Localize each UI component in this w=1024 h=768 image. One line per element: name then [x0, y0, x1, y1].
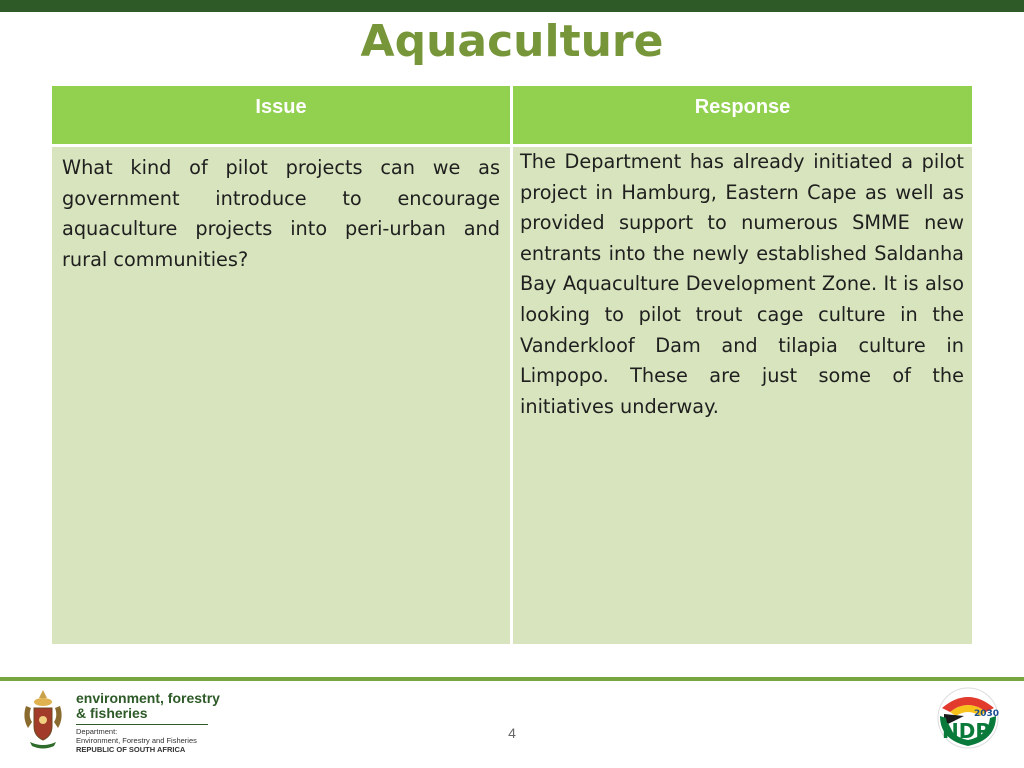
logo-small-line3: REPUBLIC OF SOUTH AFRICA	[76, 745, 186, 754]
logo-small-line2: Environment, Forestry and Fisheries	[76, 736, 197, 745]
footer-divider	[0, 677, 1024, 681]
response-column-header: Response	[513, 86, 972, 144]
coat-of-arms-icon	[20, 688, 66, 752]
logo-name	[76, 691, 220, 721]
response-cell: The Department has already initiated a pilot project in Hamburg, Eastern Cape as well as provided support to numerous SMME new entrants into the newly established Saldanha Bay Aquaculture Development Zone. It is also looking to pilot trout cage culture in the Vanderkloof Dam and tilapia culture in Limpopo. These are just some of the initiatives underway.	[513, 147, 972, 644]
ndp-2030-logo-icon	[934, 686, 1002, 750]
page-number: 4	[508, 725, 516, 741]
ndp-text: NDP	[942, 719, 990, 743]
logo-small-line1: Department:	[76, 727, 118, 736]
logo-line1: environment, forestry	[76, 690, 220, 706]
issue-cell: What kind of pilot projects can we as government introduce to encourage aquaculture projects into peri-urban and rural communities?	[52, 147, 510, 644]
department-logo	[20, 688, 220, 758]
logo-line2: & fisheries	[76, 705, 148, 721]
top-bar	[0, 0, 1024, 12]
ndp-year: 2030	[974, 709, 1000, 719]
slide-title: Aquaculture	[360, 16, 664, 67]
issue-column-header: Issue	[52, 86, 510, 144]
